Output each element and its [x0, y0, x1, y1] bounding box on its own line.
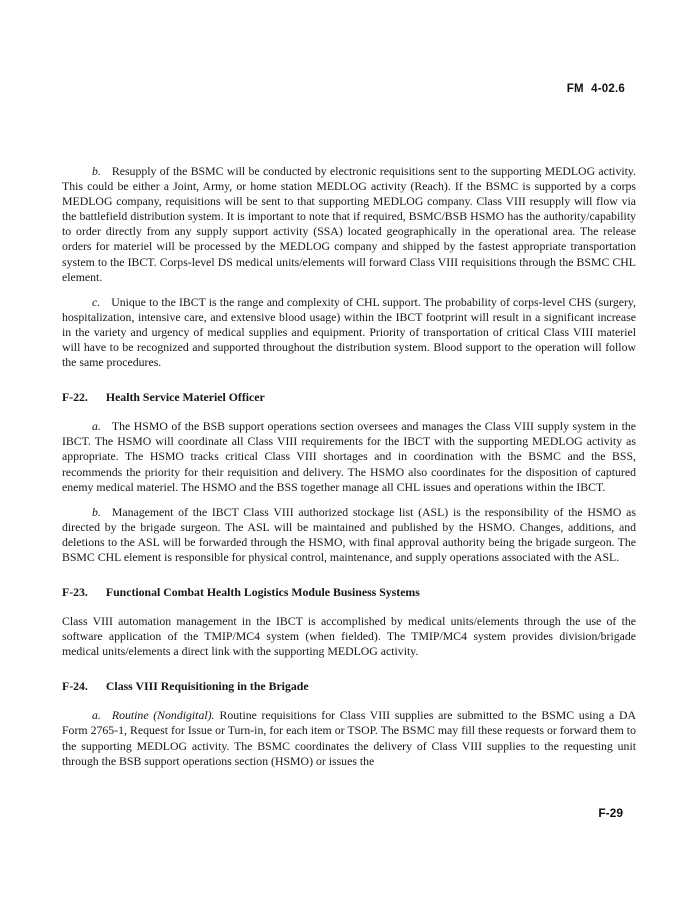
paragraph-unique-c — [62, 295, 636, 370]
paragraph-hsmo-a — [62, 419, 636, 494]
paragraph-resupply-b — [62, 164, 636, 285]
section-title: Class VIII Requisitioning in the Brigade — [105, 679, 309, 694]
paragraph-designator: c. — [92, 294, 101, 309]
paragraph-text: Resupply of the BSMC will be conducted by electronic requisitions sent to the supporting MEDLOG activity. This could be either a Joint, Army, or home station MEDLOG activity (Reach). If the BSMC is supported by a corps MEDLOG company, requisitions will be sent to that supporting MEDLOG company. Class VIII resupply will flow via the battlefield distribution system. It is important to note that if required, BSMC/BSB HSMO has the authority/capability to order directly from any supply support activity (SSA) located geographically in the operational area. The release orders for materiel will be processed by the MEDLOG company and shipped by the fastest appropriate transportation system to the IBCT. Corps-level DS medical units/elements will forward Class VIII requisitions through the BSMC CHL element. — [62, 164, 636, 284]
paragraph-designator: b. — [92, 164, 101, 178]
paragraph-asl-b — [62, 505, 636, 565]
paragraph-text: Routine requisitions for Class VIII supplies are submitted to the BSMC using a DA Form 2765-1, Request for Issue or Turn-in, for each item or TSOP. The BSMC may fill these requests or forward them to the supporting MEDLOG activity. The BSMC coordinates the delivery of Class VIII supplies to the requesting unit through the BSB support operations section (HSMO) or issues the — [62, 708, 637, 768]
doc-number: FM 4-02.6 — [566, 83, 625, 95]
page-header — [567, 83, 625, 95]
section-heading-f24 — [62, 679, 636, 694]
page-footer — [598, 806, 623, 820]
paragraph-text: The HSMO of the BSB support operations section oversees and manages the Class VIII supply system in the IBCT. The HSMO will coordinate all Class VIII requirements for the IBCT with the supporting MEDLOG activity as appropriate. The HSMO tracks critical Class VIII shortages and in coordination with the BSMC and the BSS, recommends the priority for their requisition and delivery. The HSMO also coordinates for the disposition of captured enemy medical materiel. The HSMO and the BSS together manage all CHL issues and operations within the IBCT. — [62, 419, 636, 494]
section-heading-f23 — [62, 585, 636, 600]
section-number: F-22. — [62, 390, 88, 405]
paragraph-automation — [62, 614, 636, 659]
paragraph-text: Class VIII automation management in the IBCT is accomplished by medical units/elements through the use of the software application of the TMIP/MC4 system (when fielded). The TMIP/MC4 system provides division/brigade medical units/elements a direct link with the supporting MEDLOG activity. — [62, 614, 636, 659]
paragraph-designator: b. — [92, 504, 101, 519]
page-number: F-29 — [598, 806, 623, 820]
document-body — [62, 164, 636, 779]
section-number: F-24. — [62, 679, 88, 694]
paragraph-routine-a — [62, 708, 636, 768]
section-title: Functional Combat Health Logistics Module Business Systems — [105, 585, 420, 600]
section-heading-f22 — [62, 390, 636, 405]
paragraph-lead-italic: Routine (Nondigital). — [111, 708, 215, 723]
paragraph-designator: a. — [92, 708, 101, 723]
paragraph-text: Management of the IBCT Class VIII authorized stockage list (ASL) is the responsibility of the HSMO as directed by the brigade surgeon. The ASL will be maintained and published by the HSMO. Changes, additions, and deletions to the ASL will be forwarded through the HSMO, with final approval authority being the brigade surgeon. The BSMC CHL element is responsible for physical control, maintenance, and supply operations associated with the ASL. — [62, 504, 636, 564]
section-title: Health Service Materiel Officer — [105, 390, 265, 405]
section-number: F-23. — [62, 585, 88, 600]
paragraph-designator: a. — [92, 419, 101, 434]
paragraph-text: Unique to the IBCT is the range and complexity of CHL support. The probability of corps-level CHS (surgery, hospitalization, intensive care, and extensive blood usage) within the IBCT footprint will result in a significant increase in the variety and urgency of medical supplies and equipment. Priority of transportation of critical Class VIII materiel will have to be recognized and supported throughout the distribution system. Blood support to the operation will follow the same procedures. — [62, 294, 636, 370]
